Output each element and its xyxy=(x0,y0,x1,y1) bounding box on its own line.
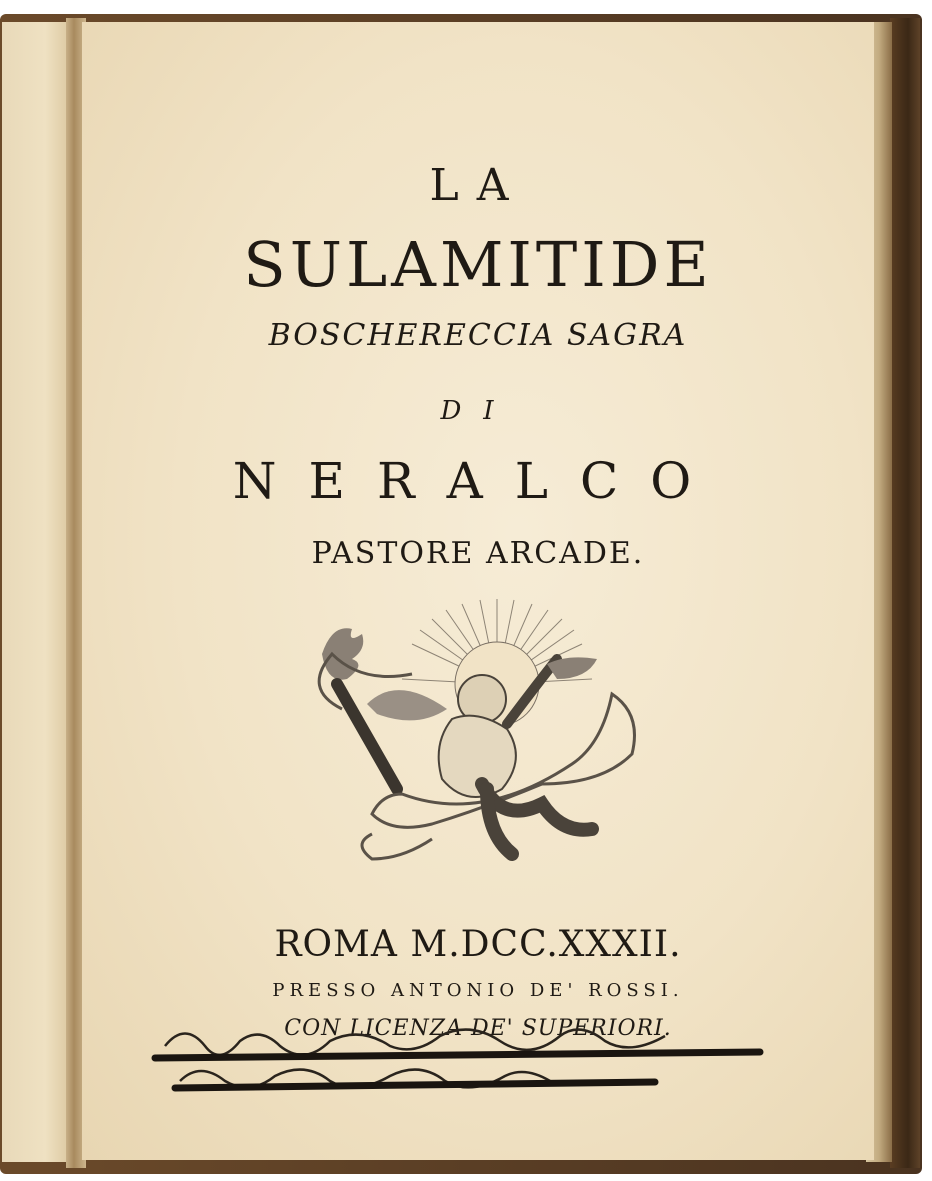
book-title: SULAMITIDE xyxy=(243,228,713,301)
crossed-out-inscription-icon xyxy=(150,1016,770,1106)
title-article: LA xyxy=(429,160,527,211)
author-preposition: DI xyxy=(440,396,516,426)
imprint-place-date: ROMA M.DCC.XXXII. xyxy=(274,924,682,965)
imprint-printer: PRESSO ANTONIO DE' ROSSI. xyxy=(272,980,684,1001)
book-subtitle: BOSCHERECCIA SAGRA xyxy=(268,318,688,353)
title-page xyxy=(82,22,874,1160)
left-leaf xyxy=(2,22,74,1162)
cherub-with-torch-icon xyxy=(282,594,702,894)
author-name: NERALCO xyxy=(232,452,724,510)
imprint-licence: CON LICENZA DE' SUPERIORI. xyxy=(284,1016,672,1041)
author-role: PASTORE ARCADE. xyxy=(311,536,645,571)
binding-edge xyxy=(890,18,920,1168)
